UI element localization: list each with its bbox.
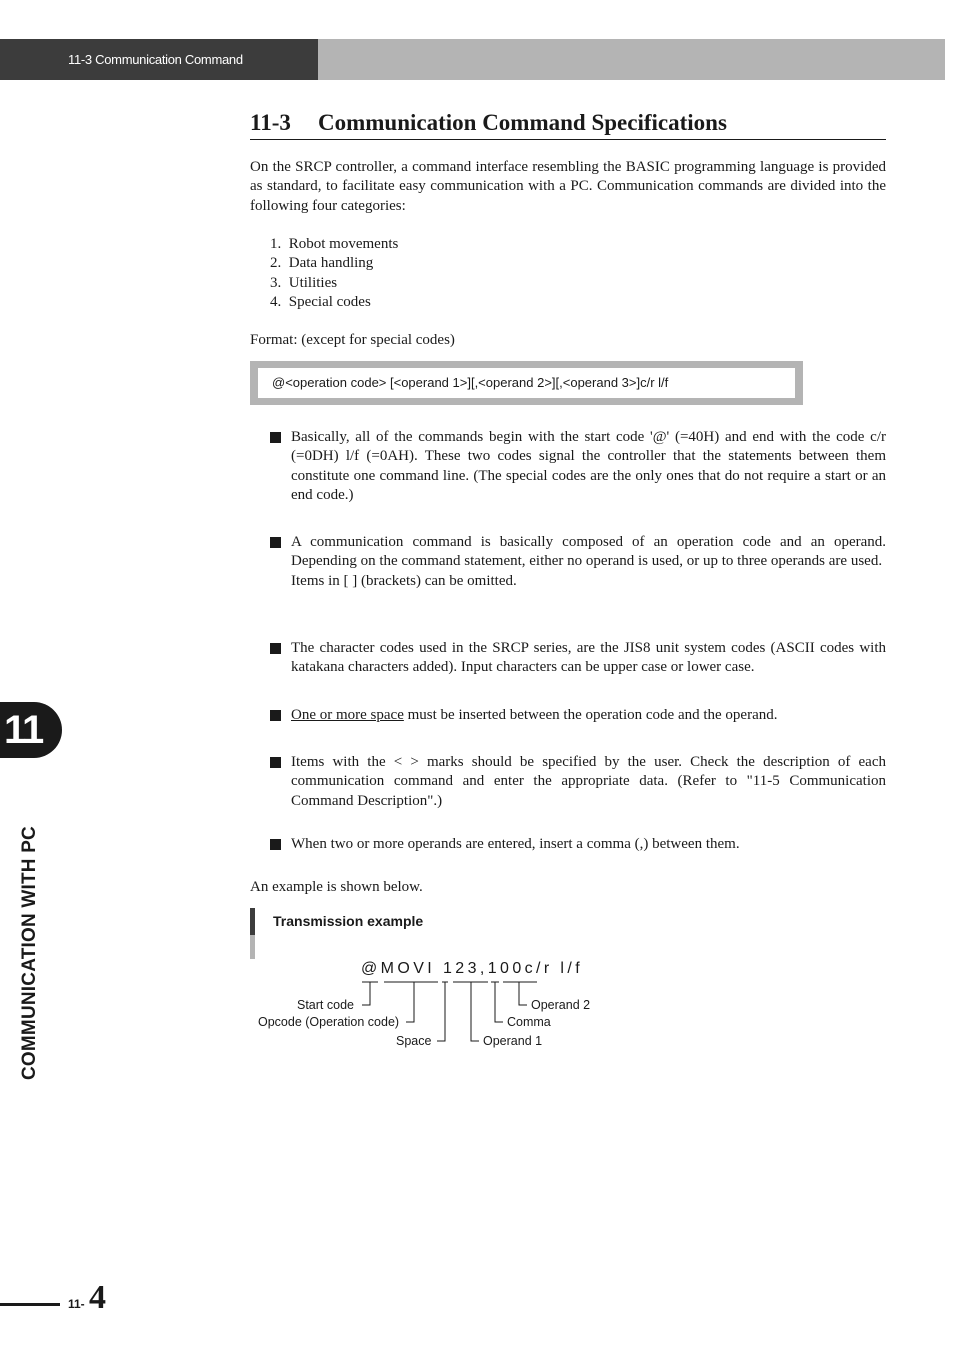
bullet-comma-rule: When two or more operands are entered, insert a comma (,) between them.	[270, 835, 886, 854]
section-title: Communication Command Specifications	[318, 110, 727, 135]
format-syntax: @<operation code> [<operand 1>][,<operand 2>][,<operand 3>]c/r l/f	[258, 368, 795, 398]
label-comma: Comma	[507, 1015, 551, 1029]
bullet-character-codes: The character codes used in the SRCP series, are the JIS8 unit system codes (ASCII codes with katakana characters added). Input characters can be upper case or lower case.	[270, 639, 886, 678]
leader-start-code	[362, 982, 370, 1005]
section-number: 11-3	[250, 110, 291, 135]
square-bullet-icon	[270, 757, 281, 768]
square-bullet-icon	[270, 710, 281, 721]
leader-operand1	[471, 982, 479, 1041]
leader-comma	[495, 982, 503, 1022]
list-item: 1. Robot movements	[270, 236, 399, 252]
example-command: @MOVI 123,100c/r l/f	[361, 960, 584, 977]
category-list	[270, 235, 398, 313]
page-number: 4	[89, 1279, 106, 1316]
format-label: Format: (except for special codes)	[250, 332, 455, 348]
leader-operand2	[519, 982, 527, 1005]
leader-opcode	[406, 982, 414, 1022]
example-intro: An example is shown below.	[250, 879, 423, 895]
footer-rule	[0, 1303, 60, 1306]
square-bullet-icon	[270, 537, 281, 548]
label-space: Space	[396, 1034, 432, 1048]
label-start-code: Start code	[297, 998, 354, 1012]
header-section-label: 11-3 Communication Command Specifications	[0, 39, 318, 80]
page-title	[250, 108, 886, 140]
label-opcode: Opcode (Operation code)	[258, 1015, 400, 1029]
chapter-side-title: COMMUNICATION WITH PC	[19, 826, 40, 1080]
list-item: 3. Utilities	[270, 274, 338, 291]
bullet-user-items: Items with the < > marks should be specified by the user. Check the description of each communication command and enter the appropriate data. (Refer to "11-5 Communication Command Description".)	[270, 753, 886, 811]
label-operand2: Operand 2	[531, 998, 591, 1012]
example-heading-bar	[250, 908, 255, 935]
example-heading: Transmission example	[273, 913, 424, 929]
square-bullet-icon	[270, 643, 281, 654]
leader-space	[437, 982, 445, 1041]
square-bullet-icon	[270, 432, 281, 443]
format-box	[250, 361, 803, 405]
chapter-tab: 11	[0, 702, 62, 758]
list-item: 4. Special codes	[270, 294, 371, 311]
list-item: 2. Data handling	[270, 255, 374, 272]
page-number-prefix: 11-	[68, 1297, 85, 1311]
bullet-opcode-operand: A communication command is basically composed of an operation code and an operand. Depending on the command statement, either no operand is used, or up to three operands are used. Items in [ ] (brackets) can be omitted.	[270, 533, 886, 591]
intro-paragraph: On the SRCP controller, a command interface resembling the BASIC programming language is provided as standard, to facilitate easy communication with a PC. Communication commands are divided into the following four categories:	[250, 159, 886, 214]
square-bullet-icon	[270, 839, 281, 850]
example-heading-bar-light	[250, 935, 255, 959]
label-operand1: Operand 1	[483, 1034, 543, 1048]
bullet-space-rule: One or more space must be inserted between the operation code and the operand.	[270, 706, 886, 725]
bullet-start-end-codes: Basically, all of the commands begin with the start code '@' (=40H) and end with the code c/r (=0DH) l/f (=0AH). These two codes signal the controller that the statements between them constitute one command line. (The special codes are the only ones that do not require a start or an end code.)	[270, 428, 886, 506]
